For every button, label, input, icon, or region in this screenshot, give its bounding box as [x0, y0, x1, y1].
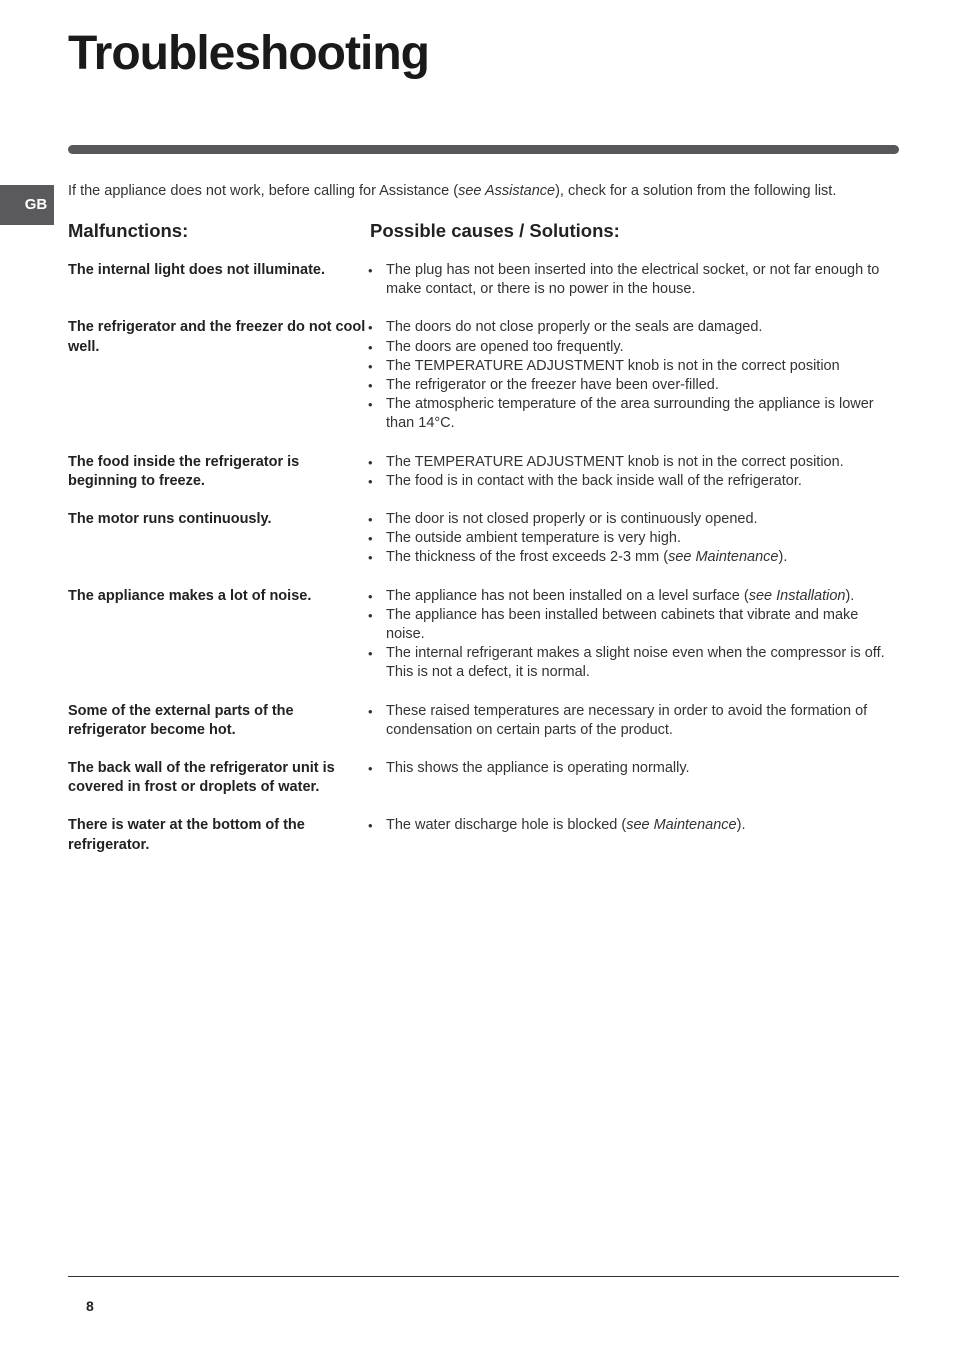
cause-reference: see Installation	[748, 587, 846, 604]
troubleshooting-row	[68, 702, 900, 740]
troubleshooting-row	[68, 453, 900, 491]
bullet-icon: •	[368, 378, 373, 394]
causes-list	[368, 510, 900, 568]
bullet-icon: •	[368, 588, 373, 604]
intro-assistance-reference: see Assistance	[458, 183, 556, 199]
causes-list	[368, 453, 900, 491]
causes-header: Possible causes / Solutions:	[370, 220, 620, 241]
cause-item	[368, 376, 900, 395]
bullet-icon: •	[368, 339, 373, 355]
bullet-icon: •	[368, 607, 373, 623]
cause-text: The internal refrigerant makes a slight noise even when the compressor is off. This is not a defect, it is normal.	[386, 645, 885, 681]
intro-text-end: ), check for a solution from the following list.	[555, 183, 837, 199]
cause-text: The atmospheric temperature of the area surrounding the appliance is lower than 14°C.	[386, 396, 874, 432]
causes-list	[368, 587, 900, 683]
malfunction-text: Some of the external parts of the refrigerator become hot.	[68, 702, 294, 738]
malfunction-text: There is water at the bottom of the refrigerator.	[68, 817, 305, 853]
cause-item	[368, 338, 900, 357]
causes-list	[368, 816, 900, 854]
malfunction-text: The refrigerator and the freezer do not cool well.	[68, 319, 366, 355]
cause-reference: see Maintenance	[626, 817, 737, 834]
cause-text: The plug has not been inserted into the electrical socket, or not far enough to make contact, or there is no power in the house.	[386, 262, 880, 298]
malfunctions-header: Malfunctions:	[68, 220, 189, 241]
page-number: 8	[86, 1298, 94, 1314]
cause-text: The refrigerator or the freezer have been over-filled.	[386, 377, 719, 394]
cause-item	[368, 529, 900, 548]
cause-item	[368, 644, 900, 682]
cause-text: The doors do not close properly or the seals are damaged.	[386, 319, 763, 336]
bullet-icon: •	[368, 703, 373, 719]
cause-text-end: ).	[845, 587, 855, 604]
cause-text: These raised temperatures are necessary in order to avoid the formation of condensation on certain parts of the product.	[386, 702, 868, 738]
causes-list	[368, 759, 900, 797]
footer-divider	[68, 1276, 899, 1277]
bullet-icon: •	[368, 550, 373, 566]
cause-text: The TEMPERATURE ADJUSTMENT knob is not in the correct position.	[386, 453, 844, 470]
cause-text: The outside ambient temperature is very high.	[386, 530, 681, 547]
bullet-icon: •	[368, 397, 373, 413]
bullet-icon: •	[368, 512, 373, 528]
cause-item	[368, 510, 900, 529]
intro-text-start: If the appliance does not work, before calling for Assistance (	[68, 183, 459, 199]
malfunction-text: The internal light does not illuminate.	[68, 262, 325, 278]
troubleshooting-row	[68, 587, 900, 683]
bullet-icon: •	[368, 454, 373, 470]
malfunction-text: The appliance makes a lot of noise.	[68, 587, 312, 604]
causes-list	[368, 702, 900, 740]
cause-text: The water discharge hole is blocked (	[386, 817, 627, 834]
malfunction-text: The food inside the refrigerator is beginning to freeze.	[68, 453, 300, 489]
bullet-icon: •	[368, 473, 373, 489]
malfunction-text: The back wall of the refrigerator unit is covered in frost or droplets of water.	[68, 760, 335, 796]
intro-text	[68, 182, 908, 201]
causes-list	[368, 318, 900, 433]
bullet-icon: •	[368, 263, 373, 278]
troubleshooting-row	[68, 261, 900, 299]
cause-item	[368, 357, 900, 376]
bullet-icon: •	[368, 761, 373, 777]
bullet-icon: •	[368, 320, 373, 336]
troubleshooting-row	[68, 816, 900, 854]
troubleshooting-row	[68, 510, 900, 568]
cause-text-end: ).	[736, 817, 746, 834]
cause-item	[368, 453, 900, 472]
language-tab: GB	[0, 185, 54, 225]
cause-item	[368, 587, 900, 606]
cause-text: The appliance has been installed between cabinets that vibrate and make noise.	[386, 606, 859, 643]
cause-text: This shows the appliance is operating normally.	[386, 760, 690, 777]
cause-item	[368, 318, 900, 337]
page-title: Troubleshooting	[68, 27, 429, 80]
cause-item	[368, 759, 900, 778]
cause-item	[368, 606, 900, 644]
cause-text: The food is in contact with the back inside wall of the refrigerator.	[386, 472, 802, 489]
cause-item	[368, 548, 900, 567]
cause-item	[368, 816, 900, 835]
troubleshooting-row	[68, 318, 900, 433]
cause-item	[368, 472, 900, 491]
cause-reference: see Maintenance	[668, 549, 779, 566]
causes-list	[368, 261, 900, 299]
bullet-icon: •	[368, 531, 373, 547]
bullet-icon: •	[368, 646, 373, 662]
title-divider	[68, 145, 899, 154]
cause-text-end: ).	[778, 549, 788, 566]
cause-item	[368, 702, 900, 740]
troubleshooting-table	[68, 261, 900, 874]
cause-text: The thickness of the frost exceeds 2-3 mm (	[386, 549, 669, 566]
cause-item	[368, 395, 900, 433]
troubleshooting-row	[68, 759, 900, 797]
cause-text: The doors are opened too frequently.	[386, 338, 624, 355]
cause-text: The TEMPERATURE ADJUSTMENT knob is not in the correct position	[386, 357, 840, 374]
malfunction-text: The motor runs continuously.	[68, 511, 272, 528]
cause-item	[368, 261, 900, 299]
bullet-icon: •	[368, 358, 373, 374]
cause-text: The door is not closed properly or is continuously opened.	[386, 511, 758, 528]
cause-text: The appliance has not been installed on a level surface (	[386, 587, 749, 604]
bullet-icon: •	[368, 818, 373, 834]
